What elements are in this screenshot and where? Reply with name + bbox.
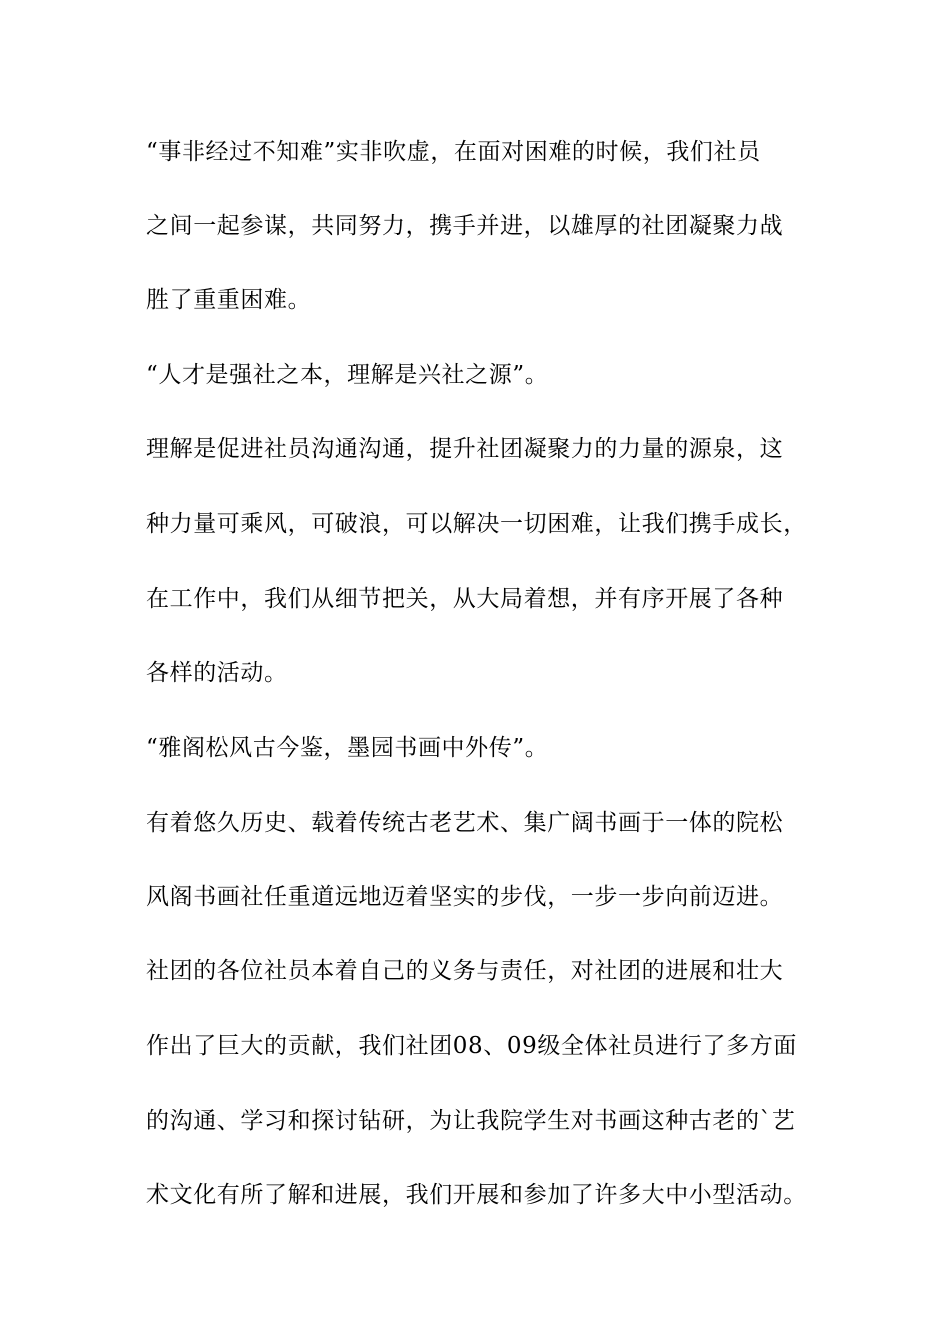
text-line: 术文化有所了解和进展，我们开展和参加了许多大中小型活动。 (146, 1182, 807, 1208)
text-line: 胜了重重困难。 (146, 287, 312, 313)
text-line: 有着悠久历史、载着传统古老艺术、集广阔书画于一体的院松 (146, 810, 784, 836)
text-line: 作出了巨大的贡献，我们社团08、09级全体社员进行了多方面 (146, 1033, 797, 1059)
text-line: 理解是促进社员沟通沟通，提升社团凝聚力的力量的源泉，这 (146, 436, 784, 462)
text-line: 社团的各位社员本着自己的义务与责任，对社团的进展和壮大 (146, 958, 784, 984)
text-line: 种力量可乘风，可破浪，可以解决一切困难，让我们携手成长， (146, 511, 807, 537)
text-line: 在工作中，我们从细节把关，从大局着想，并有序开展了各种 (146, 586, 784, 612)
text-line: 之间一起参谋，共同努力，携手并进，以雄厚的社团凝聚力战 (146, 213, 784, 239)
text-line: “事非经过不知难”实非吹虚，在面对困难的时候，我们社员 (146, 139, 761, 165)
text-line: “人才是强社之本，理解是兴社之源”。 (146, 362, 549, 388)
text-line: 各样的活动。 (146, 660, 288, 686)
text-line: “雅阁松风古今鉴，墨园书画中外传”。 (146, 735, 549, 761)
text-line: 风阁书画社任重道远地迈着坚实的步伐，一步一步向前迈进。 (146, 884, 784, 910)
text-line: 的沟通、学习和探讨钻研，为让我院学生对书画这种古老的`艺 (146, 1108, 796, 1134)
